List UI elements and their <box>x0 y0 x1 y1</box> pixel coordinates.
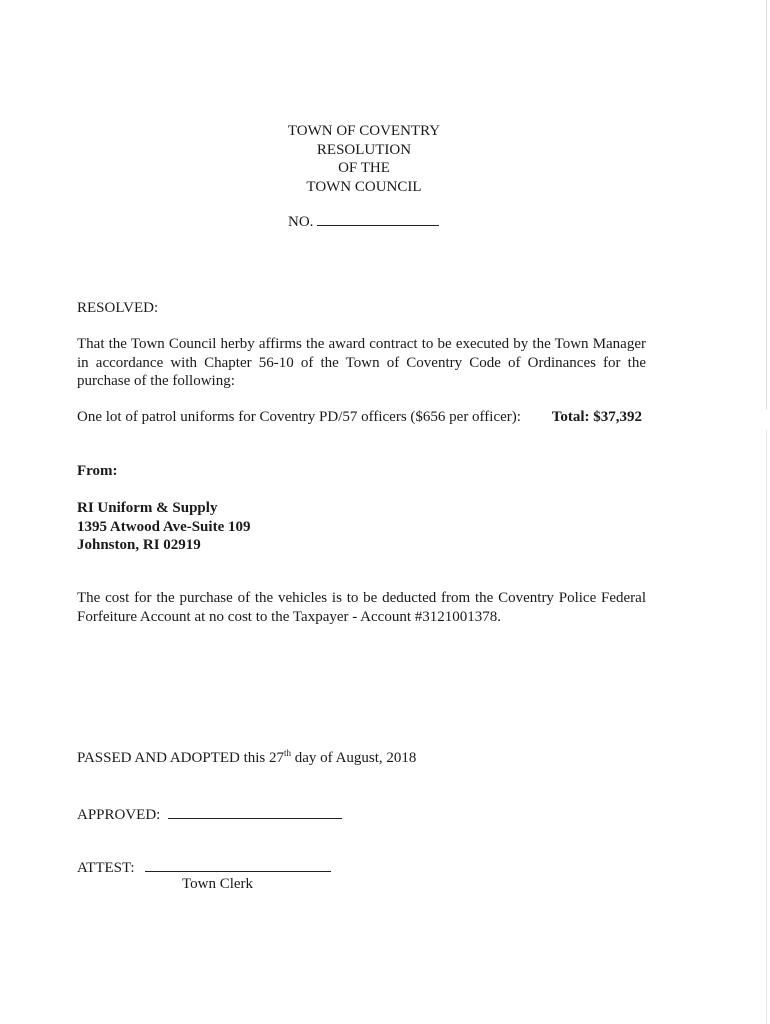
item-description: One lot of patrol uniforms for Coventry PD/57 officers ($656 per officer): <box>77 409 521 425</box>
town-clerk-label: Town Clerk <box>182 876 254 892</box>
passed-prefix: PASSED AND ADOPTED this 27 <box>77 750 284 766</box>
resolved-label: RESOLVED: <box>77 300 159 316</box>
vendor-name: RI Uniform & Supply <box>77 500 218 516</box>
attest-label: ATTEST: <box>77 860 135 876</box>
resolution-paragraph: That the Town Council herby affirms the award contract to be executed by the Town Manager in accordance with Chapter 56-10 of the Town of Coventry Code of Ordinances for the purchase of the following: <box>77 336 646 389</box>
header-council: TOWN COUNCIL <box>306 178 422 195</box>
funding-paragraph: The cost for the purchase of the vehicles is to be deducted from the Coventry Police Federal Forfeiture Account at no cost to the Taxpayer - Account #3121001378. <box>77 590 646 625</box>
attest-line <box>77 857 331 877</box>
approved-signature-blank <box>168 804 342 819</box>
resolution-number <box>288 211 439 231</box>
scan-edge <box>766 0 767 1024</box>
from-label: From: <box>77 463 118 479</box>
number-label: NO. <box>288 214 314 230</box>
vendor-block <box>77 499 250 555</box>
header-resolution: RESOLUTION <box>316 141 412 158</box>
vendor-address-line1: 1395 Atwood Ave-Suite 109 <box>77 518 251 535</box>
vendor-address-line2: Johnston, RI 02919 <box>77 537 201 553</box>
number-blank <box>317 211 439 226</box>
document-header <box>0 122 728 196</box>
item-total: Total: $37,392 <box>551 409 642 425</box>
ordinal-suffix: th <box>284 748 292 758</box>
header-of-the: OF THE <box>338 160 390 176</box>
passed-rest: day of August, 2018 <box>291 750 417 766</box>
passed-adopted-line <box>77 750 416 767</box>
approved-line <box>77 804 342 824</box>
header-town: TOWN OF COVENTRY <box>287 123 441 139</box>
purchase-item <box>77 409 642 426</box>
attest-signature-blank <box>145 857 331 872</box>
approved-label: APPROVED: <box>77 807 161 823</box>
